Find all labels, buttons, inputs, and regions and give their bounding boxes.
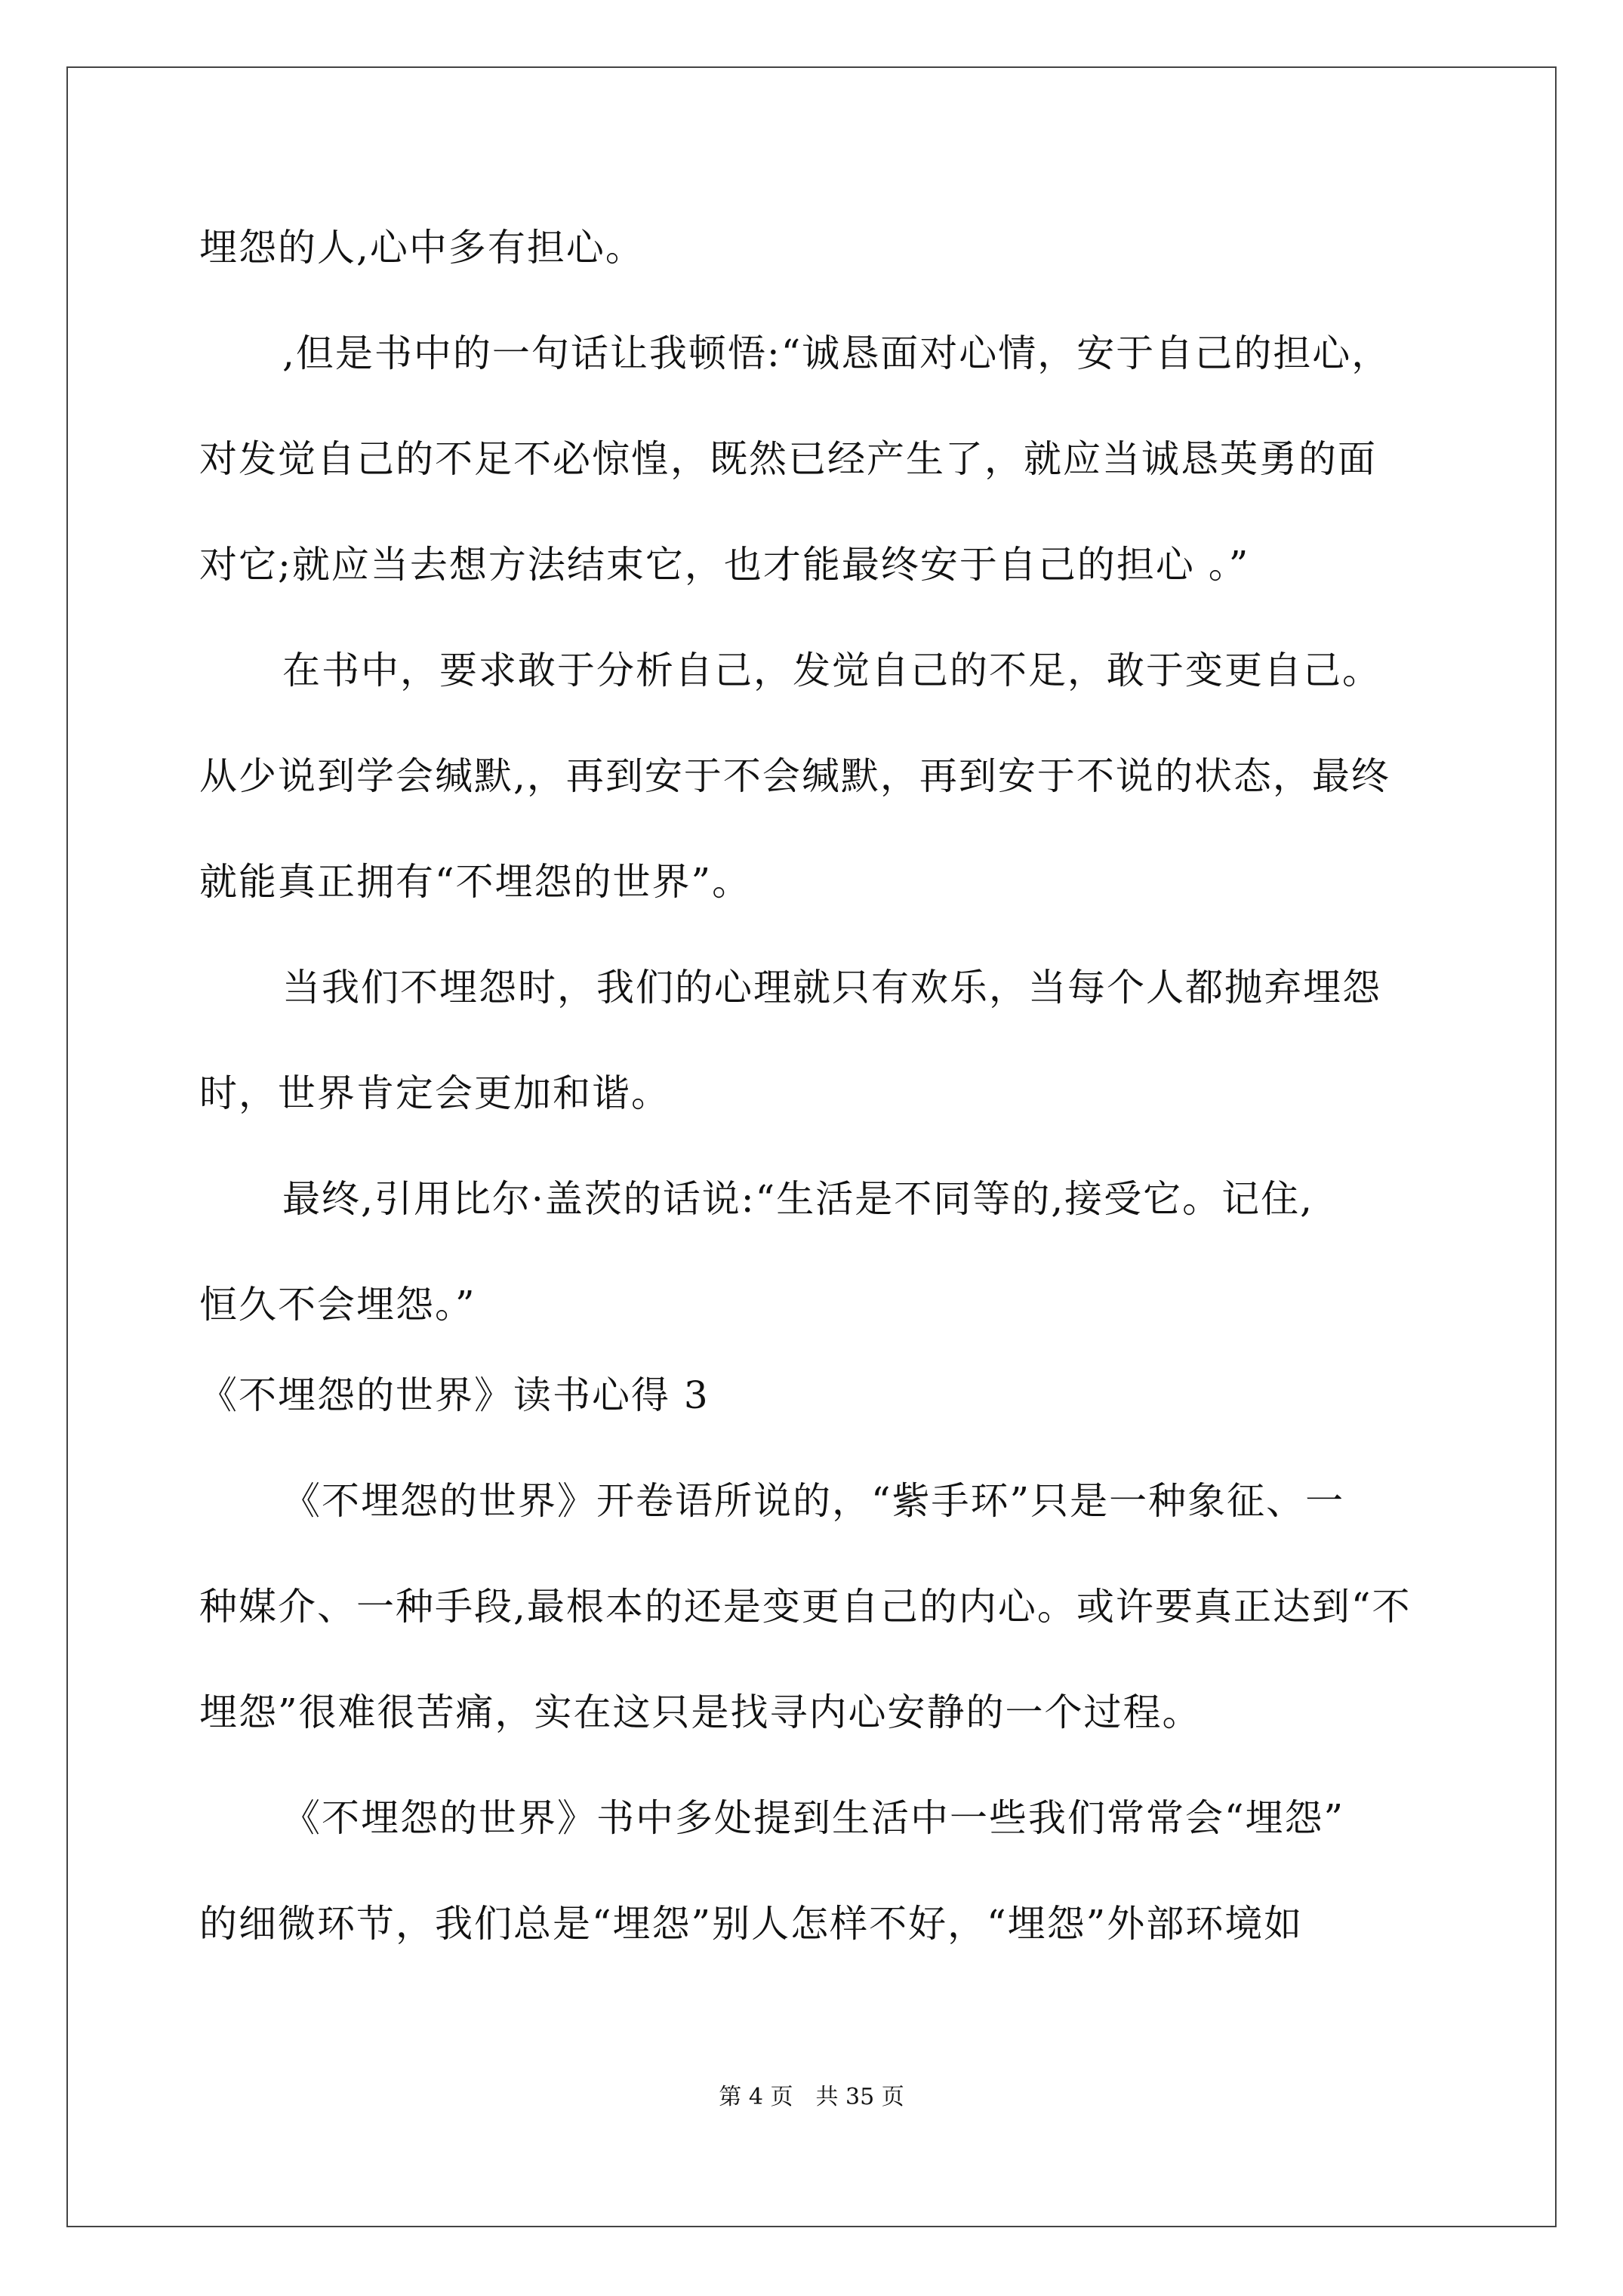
text-line: 的细微环节，我们总是“埋怨”别人怎样不好，“埋怨”外部环境如: [199, 1902, 1304, 1946]
text-line: 对发觉自己的不足不必惊惶，既然已经产生了，就应当诚恳英勇的面: [199, 437, 1377, 481]
text-line: 《不埋怨的世界》开卷语所说的，“紫手环”只是一种象征、一: [282, 1479, 1345, 1523]
text-line: ,但是书中的一句话让我顿悟:“诚恳面对心情，安于自己的担心，: [282, 331, 1391, 375]
text-line: 在书中，要求敢于分析自己，发觉自己的不足，敢于变更自己。: [282, 649, 1381, 692]
text-line: 恒久不会埋怨。”: [199, 1283, 476, 1327]
page-number-footer: 第 4 页 共 35 页: [719, 2084, 904, 2110]
text-line: 种媒介、一种手段,最根本的还是变更自己的内心。或许要真正达到“不: [199, 1585, 1412, 1629]
text-line: 埋怨的人,心中多有担心。: [199, 226, 645, 270]
text-line: 埋怨”很难很苦痛，实在这只是找寻内心安静的一个过程。: [199, 1690, 1202, 1734]
text-line: 对它;就应当去想方法结束它，也才能最终安于自己的担心 。”: [199, 543, 1250, 587]
text-line: 时，世界肯定会更加和谐。: [199, 1071, 670, 1115]
text-line: 就能真正拥有“不埋怨的世界”。: [199, 860, 752, 904]
text-line: 《不埋怨的世界》书中多处提到生活中一些我们常常会“埋怨”: [282, 1796, 1345, 1840]
text-line: 从少说到学会缄默,，再到安于不会缄默，再到安于不说的状态，最终: [199, 754, 1390, 798]
text-line: 当我们不埋怨时，我们的心理就只有欢乐，当每个人都抛弃埋怨: [282, 966, 1381, 1009]
section-heading: 《不埋怨的世界》读书心得 3: [199, 1373, 710, 1417]
text-line: 最终,引用比尔·盖茨的话说:“生活是不同等的,接受它。记住,: [282, 1177, 1313, 1221]
